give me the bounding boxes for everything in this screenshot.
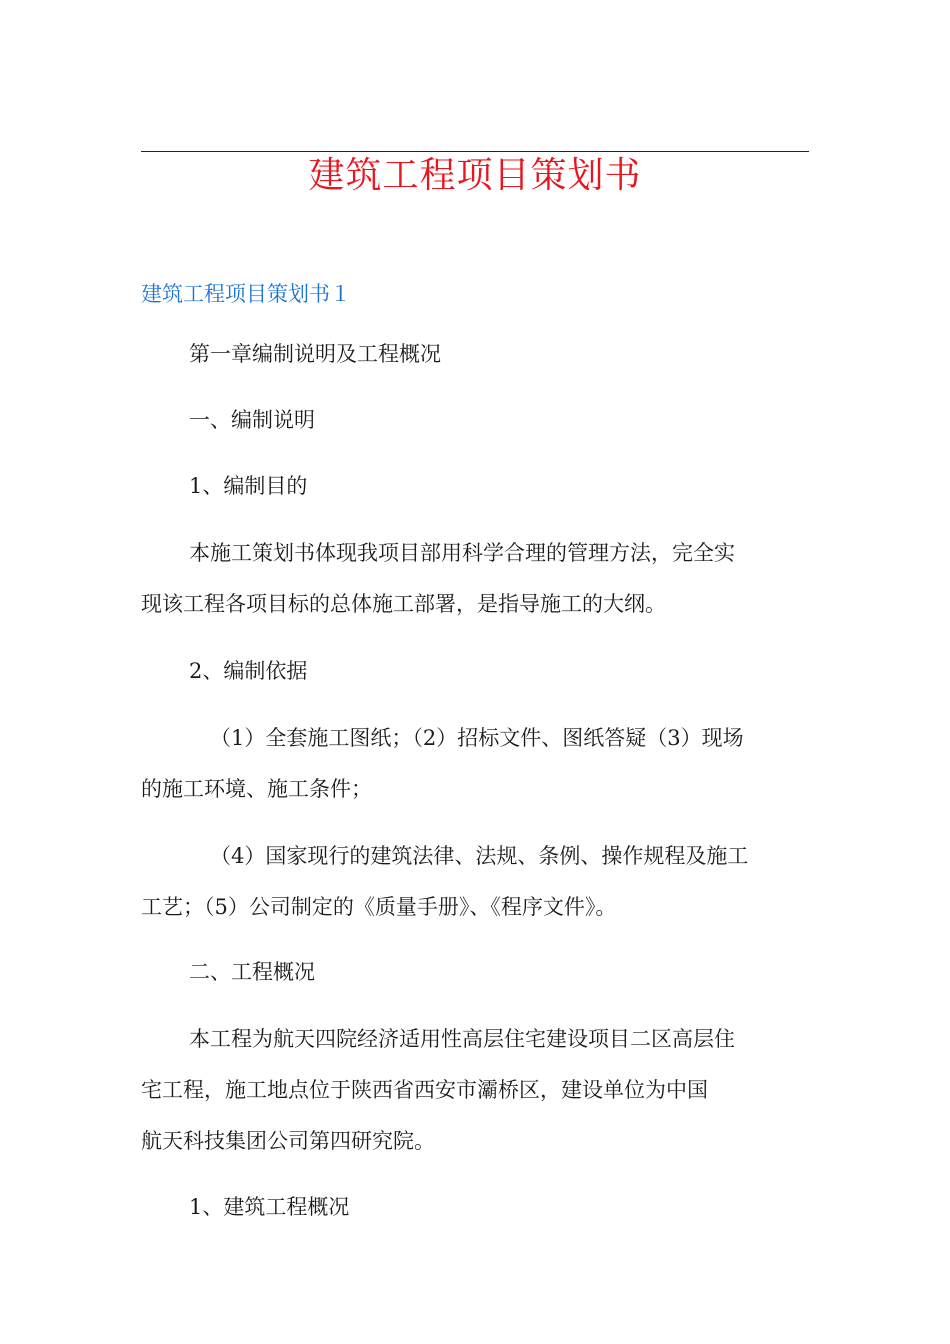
chapter-heading: 第一章编制说明及工程概况 (189, 342, 441, 366)
paragraph-line: 的施工环境、施工条件； (141, 777, 372, 801)
paragraph-line: 航天科技集团公司第四研究院。 (141, 1129, 435, 1153)
paragraph-line: （1）全套施工图纸；（2）招标文件、图纸答疑（3）现场 (210, 726, 744, 750)
paragraph-line: 宅工程，施工地点位于陕西省西安市灞桥区，建设单位为中国 (141, 1078, 708, 1102)
paragraph-line: 本施工策划书体现我项目部用科学合理的管理方法，完全实 (189, 541, 735, 565)
subsection-heading: 一、编制说明 (189, 408, 315, 432)
paragraph-line: 现该工程各项目标的总体施工部署，是指导施工的大纲。 (141, 592, 666, 616)
subsection-heading: 二、工程概况 (189, 960, 315, 984)
paragraph-line: 工艺；（5）公司制定的《质量手册》、《程序文件》。 (141, 895, 617, 919)
item-heading: 1、建筑工程概况 (189, 1195, 350, 1219)
item-heading: 2、编制依据 (189, 659, 308, 683)
document-title: 建筑工程项目策划书 (308, 155, 642, 196)
item-heading: 1、编制目的 (189, 474, 308, 498)
paragraph-line: 本工程为航天四院经济适用性高层住宅建设项目二区高层住 (189, 1027, 735, 1051)
section-heading: 建筑工程项目策划书１ (141, 282, 351, 306)
paragraph-line: （4）国家现行的建筑法律、法规、条例、操作规程及施工 (210, 844, 749, 868)
